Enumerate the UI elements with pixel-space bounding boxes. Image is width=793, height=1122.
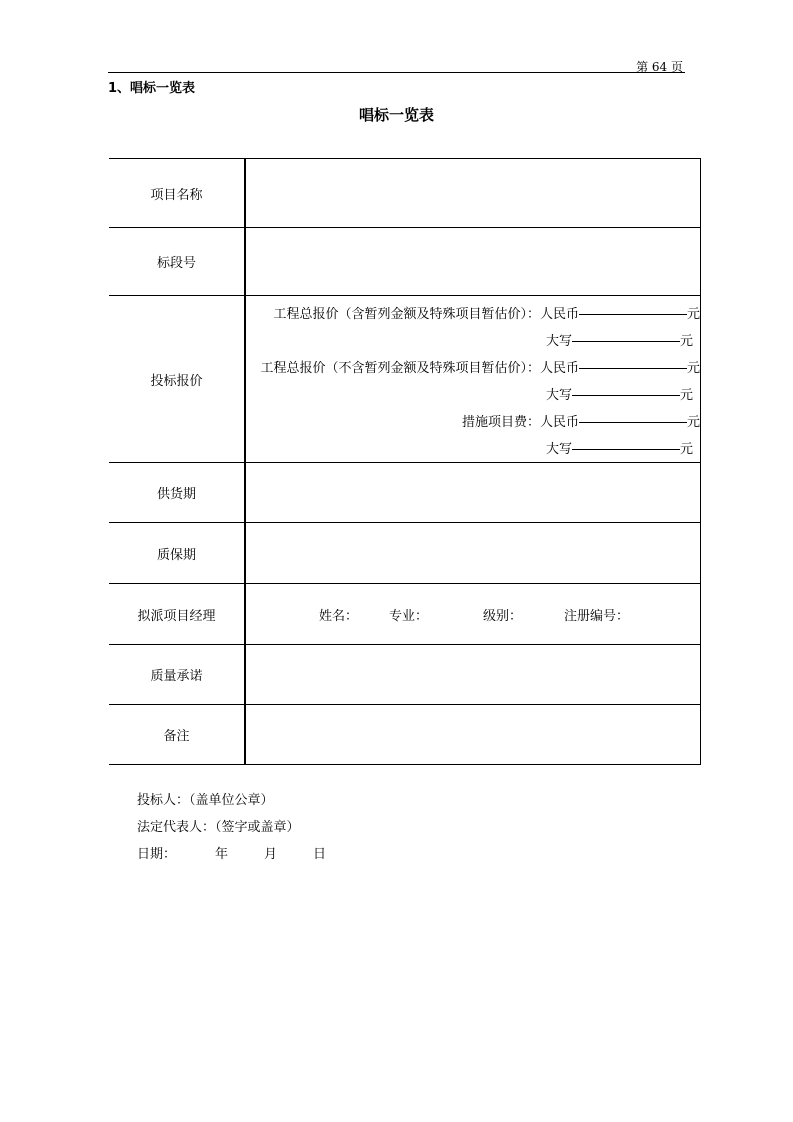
pm-major-label: 专业： <box>389 608 429 624</box>
measure-fee-capital-unit: 元 <box>679 442 693 457</box>
date-day: 日 <box>313 847 327 862</box>
section-heading: 1、唱标一览表 <box>108 81 196 96</box>
price-incl-prefix: 工程总报价（含暂列金额及特殊项目暂估价）：人民币 <box>273 307 579 322</box>
document-title: 唱标一览表 <box>358 106 434 124</box>
table-row-bid-price <box>109 296 701 463</box>
measure-fee-capital-prefix: 大写 <box>545 442 572 457</box>
bidder-line: 投标人：（盖单位公章） <box>137 793 274 808</box>
price-incl-capital-blank[interactable] <box>572 325 680 342</box>
date-label: 日期： <box>137 847 177 862</box>
price-incl-capital-line <box>246 325 700 352</box>
lot-number-value[interactable] <box>245 228 701 296</box>
measure-fee-capital-blank[interactable] <box>572 433 680 450</box>
price-excl-capital-prefix: 大写 <box>545 388 572 403</box>
table-row-remarks <box>109 705 701 765</box>
price-excl-unit: 元 <box>686 361 700 376</box>
measure-fee-unit: 元 <box>686 415 700 430</box>
quality-commitment-value[interactable] <box>245 645 701 705</box>
price-excl-capital-blank[interactable] <box>572 379 680 396</box>
measure-fee-line <box>246 406 700 433</box>
bid-price-cell <box>245 296 701 463</box>
price-incl-unit: 元 <box>686 307 700 322</box>
table-row-warranty-period <box>109 523 701 584</box>
remarks-label: 备注 <box>109 705 245 765</box>
table-row-project-manager <box>109 584 701 645</box>
date-month: 月 <box>264 847 278 862</box>
warranty-period-value[interactable] <box>245 523 701 584</box>
price-excl-blank[interactable] <box>579 352 687 369</box>
price-incl-capital-unit: 元 <box>679 334 693 349</box>
pm-reg-no-label: 注册编号： <box>564 608 630 624</box>
lot-number-label: 标段号 <box>109 228 245 296</box>
price-excl-capital-unit: 元 <box>679 388 693 403</box>
table-row-project-name <box>109 159 701 228</box>
legal-rep-line: 法定代表人：（签字或盖章） <box>137 820 300 835</box>
price-incl-line <box>246 298 700 325</box>
price-excl-capital-line <box>246 379 700 406</box>
project-name-label: 项目名称 <box>109 159 245 228</box>
price-excl-line <box>246 352 700 379</box>
page-number: 第 64 页 <box>636 60 683 74</box>
supply-period-label: 供货期 <box>109 463 245 523</box>
price-incl-blank[interactable] <box>579 298 687 315</box>
date-year: 年 <box>215 847 229 862</box>
remarks-value[interactable] <box>245 705 701 765</box>
bid-summary-table <box>109 158 701 765</box>
pm-level-label: 级别： <box>483 608 523 624</box>
quality-commitment-label: 质量承诺 <box>109 645 245 705</box>
project-name-value[interactable] <box>245 159 701 228</box>
bid-price-label: 投标报价 <box>109 296 245 463</box>
supply-period-value[interactable] <box>245 463 701 523</box>
header-rule <box>108 72 685 73</box>
table-row-quality-commitment <box>109 645 701 705</box>
measure-fee-prefix: 措施项目费：人民币 <box>461 415 579 430</box>
price-incl-capital-prefix: 大写 <box>545 334 572 349</box>
date-line <box>137 843 326 862</box>
pm-name-label: 姓名： <box>319 608 359 624</box>
table-row-lot-number <box>109 228 701 296</box>
project-manager-value <box>245 584 701 645</box>
warranty-period-label: 质保期 <box>109 523 245 584</box>
measure-fee-capital-line <box>246 433 700 460</box>
price-excl-prefix: 工程总报价（不含暂列金额及特殊项目暂估价）：人民币 <box>260 361 579 376</box>
project-manager-label: 拟派项目经理 <box>109 584 245 645</box>
measure-fee-blank[interactable] <box>579 406 687 423</box>
table-row-supply-period <box>109 463 701 523</box>
